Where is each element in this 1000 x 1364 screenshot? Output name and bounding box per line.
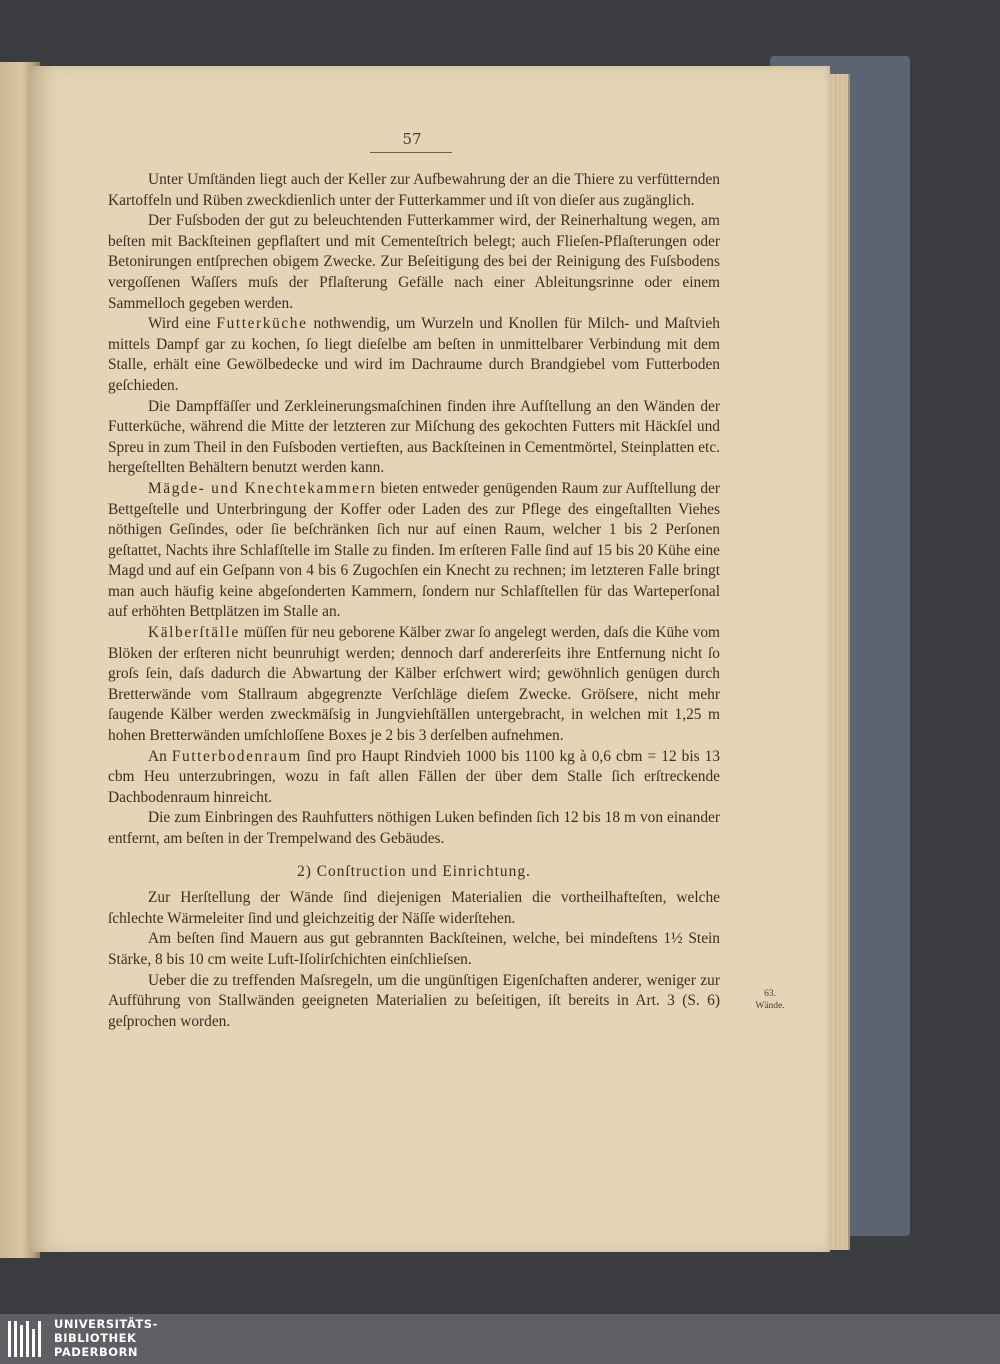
margin-note-label: Wände. <box>755 1001 785 1011</box>
section-heading: 2) Conſtruction und Einrichtung. <box>297 862 531 880</box>
library-logo-icon <box>6 1319 46 1359</box>
paragraph-keller: Unter Umſtänden liegt auch der Keller zur Aufbewahrung der an die Thiere zu verfütternden Kartoffeln und Rüben zweckdienlich unter der Futterkammer und iſt von dieſer aus zugänglich. <box>108 171 720 209</box>
paragraph-kammern: Mägde- und Knechtekammern bieten entweder genügenden Raum zur Aufſtellung der Bettgeſtelle und Unterbringung der Koffer oder Laden des zur Pflege des eingeſtallten Viehes nöthigen Geſindes, oder ſie beſchränken ſich nur auf einen Raum, welcher 1 bis 2 Perſonen geſtattet, Nachts ihre Schlafſtelle im Stalle zu finden. Im erſteren Falle ſind auf 15 bis 20 Kühe eine Magd und auf ein Geſpann von 4 bis 6 Zugochſen ein Knecht zu rechnen; im letzteren Falle bringt man auch häufig keine abgeſonderten Kammern, ſondern nur Schlafſtellen für das Warteperſonal auf erhöhten Bettplätzen im Stalle an. <box>108 479 720 621</box>
paragraph-waende: Zur Herſtellung der Wände ſind diejenigen Materialien die vortheilhafteſten, welche ſchlechte Wärmeleiter ſind und gleichzeitig der Näſſe widerſtehen. <box>108 889 720 927</box>
margin-note-number: 63. <box>764 989 776 999</box>
header-rule <box>370 152 452 153</box>
keyword-kaelberstaelle: Kälberſtälle <box>148 624 240 642</box>
keyword-futterkueche: Futterküche <box>216 315 308 333</box>
keyword-futterbodenraum: Futterbodenraum <box>171 747 302 765</box>
paragraph-massregeln: Ueber die zu treffenden Maſsregeln, um die ungünſtigen Eigenſchaften anderer, weniger zur Aufführung von Stallwänden geeigneten Materialien zu beſeitigen, iſt bereits in Art. 3 (S. 6) geſprochen worden. <box>108 971 720 1030</box>
paragraph-mauern: Am beſten ſind Mauern aus gut gebrannten Backſteinen, welche, bei mindeſtens 1½ Stein Stärke, 8 bis 10 cm weite Luft-Iſolirſchichten einſchlieſsen. <box>108 930 720 968</box>
margin-note <box>740 988 800 1012</box>
keyword-kammern: Mägde- und Knechtekammern <box>148 479 377 497</box>
paragraph-dampffaesser: Die Dampffäſſer und Zerkleinerungsmaſchinen finden ihre Aufſtellung an den Wänden der Futterküche, während die Mitte der letzteren zur Miſchung des gekochten Futters mit Häckſel und Spreu in zum Theil in den Fuſsboden vertieften, aus Backſteinen in Cementmörtel, Steinplatten etc. hergeſtellten Behältern benutzt werden kann. <box>108 397 720 477</box>
paragraph-luken: Die zum Einbringen des Rauhfutters nöthigen Luken befinden ſich 12 bis 18 m von einander entfernt, am beſten in der Trempelwand des Gebäudes. <box>108 809 720 847</box>
library-name: UNIVERSITÄTS- BIBLIOTHEK PADERBORN <box>54 1317 158 1359</box>
paragraph-futterbodenraum: An Futterbodenraum ſind pro Haupt Rindvieh 1000 bis 1100 kg à 0,6 cbm = 12 bis 13 cbm Heu unterzubringen, wozu in faſt allen Fällen der über dem Stalle ſich erſtreckende Dachbodenraum hinreicht. <box>108 747 720 806</box>
paragraph-futterkueche: Wird eine Futterküche nothwendig, um Wurzeln und Knollen für Milch- und Maſtvieh mittels Dampf gar zu kochen, ſo liegt dieſelbe am beſten in unmittelbarer Verbindung mit dem Stalle, erhält eine Gewölbedecke und wird im Dachraume durch Brandgiebel vom Futterboden geſchieden. <box>108 315 720 394</box>
paragraph-fussboden: Der Fuſsboden der gut zu beleuchtenden Futterkammer wird, der Reinerhaltung wegen, am beſten mit Backſteinen gepflaſtert und mit Cementeſtrich belegt; auch Flieſen-Pflaſterungen oder Betonirungen entſprechen obigem Zwecke. Zur Beſeitigung des bei der Reinigung des Fuſsbodens vergoſſenen Waſſers muſs der Pflaſterung Gefälle nach einer Ableitungsrinne oder einem Sammelloch gegeben werden. <box>108 212 720 312</box>
paragraph-kaelberstaelle: Kälberſtälle müſſen für neu geborene Kälber zwar ſo angelegt werden, daſs die Kühe vom Blöken der erſteren nicht beunruhigt werden; dennoch darf andererſeits ihre Entfernung nicht ſo groſs ſein, daſs dadurch die Abwartung der Kälber erſchwert wird; gewöhnlich genügen durch Bretterwände vom Stallraum abgegrenzte Verſchläge dieſem Zwecke. Gröſsere, nicht mehr ſaugende Kälber werden zweckmäſsig in Jungviehſtällen untergebracht, in welchen mit 1,25 m hohen Bretterwänden umſchloſſene Boxes je 2 bis 3 derſelben aufnehmen. <box>108 624 720 745</box>
footer-bar <box>0 1314 1000 1364</box>
page-body <box>108 170 720 1032</box>
page-number: 57 <box>402 130 422 148</box>
